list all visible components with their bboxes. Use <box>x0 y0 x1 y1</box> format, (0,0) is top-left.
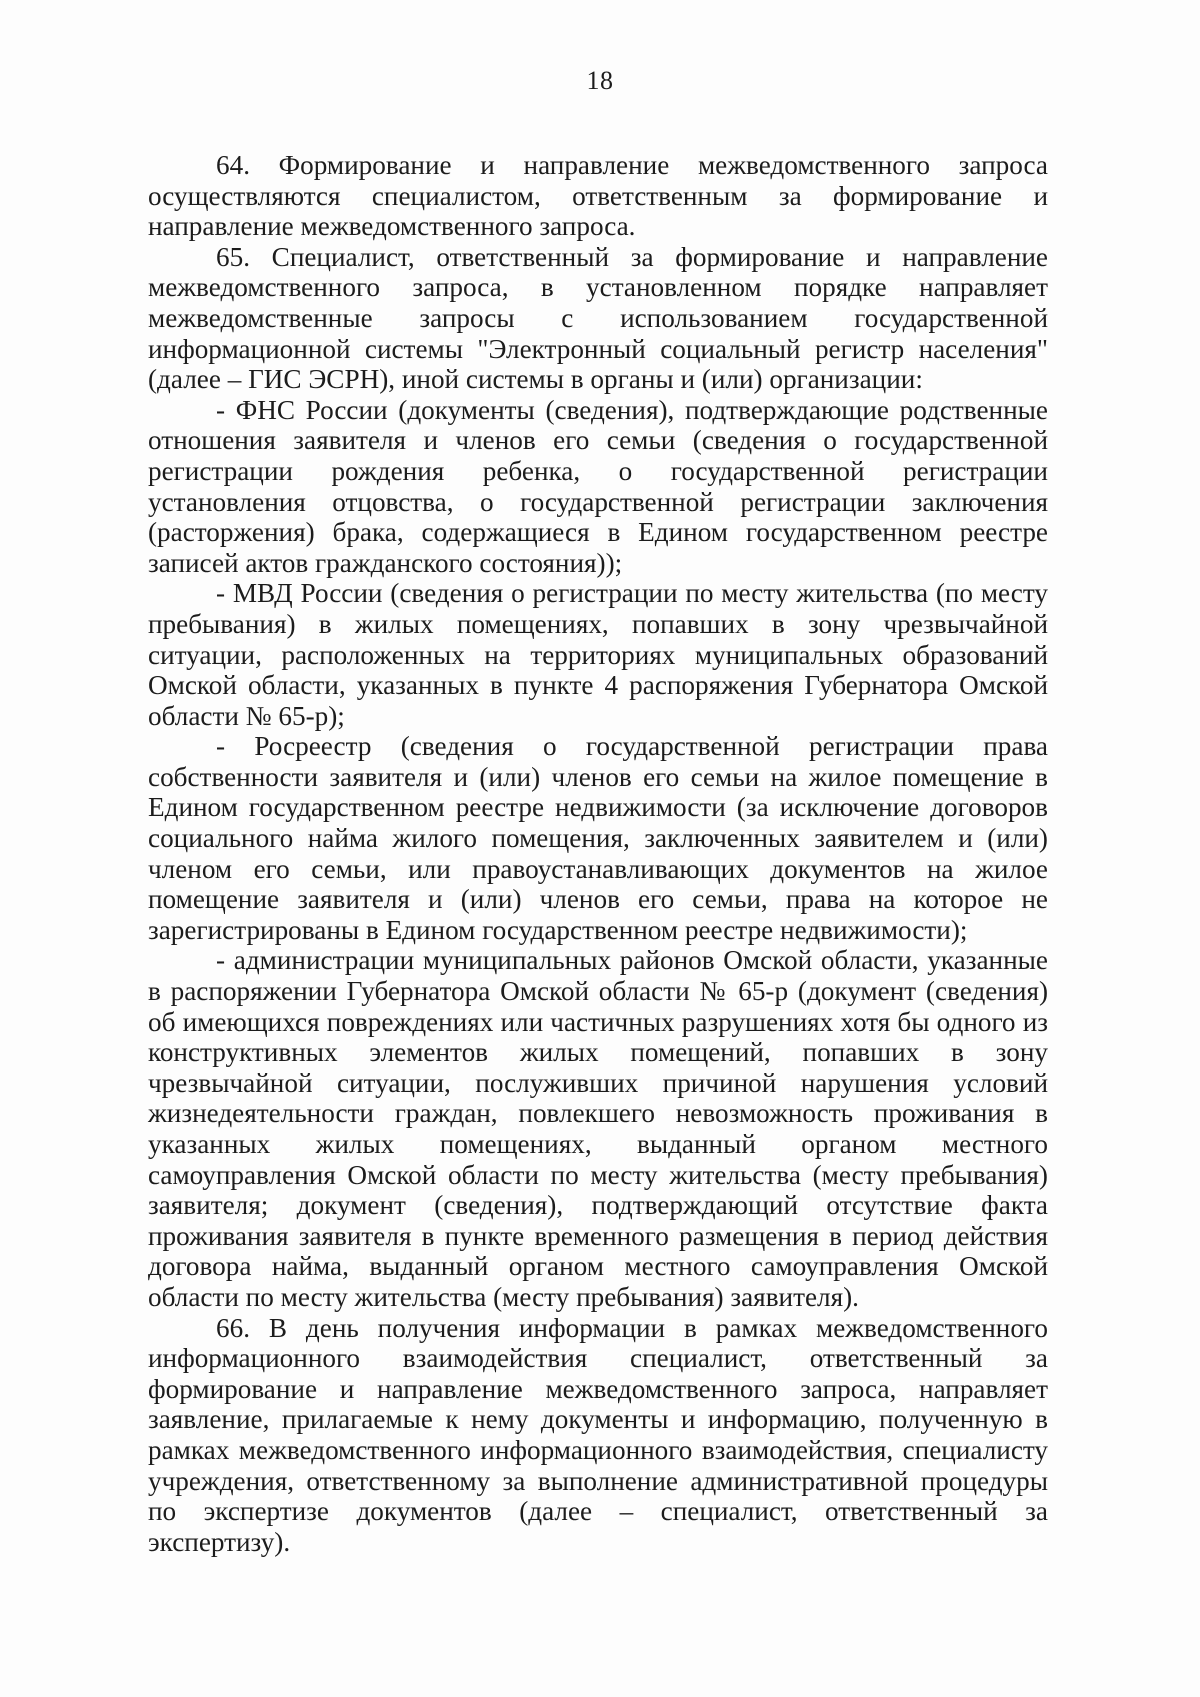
page-number: 18 <box>586 66 614 95</box>
document-body <box>148 150 1048 1557</box>
paragraph-64: 64. Формирование и направление межведомственного запроса осуществляются специалистом, ответственным за формирование и направление межведомственного запроса. <box>148 150 1048 242</box>
list-item-rosreestr: - Росреестр (сведения о государственной регистрации права собственности заявителя и (или) членов его семьи на жилое помещение в Едином государственном реестре недвижимости (за исключение договоров социального найма жилого помещения, заключенных заявителем и (или) членом его семьи, или правоустанавливающих документов на жилое помещение заявителя и (или) членов его семьи, права на которое не зарегистрированы в Едином государственном реестре недвижимости); <box>148 731 1048 945</box>
paragraph-65: 65. Специалист, ответственный за формирование и направление межведомственного запроса, в установленном порядке направляет межведомственные запросы с использованием государственной информационной системы "Электронный социальный регистр населения" (далее – ГИС ЭСРН), иной системы в органы и (или) организации: <box>148 241 1048 395</box>
list-item-fns: - ФНС России (документы (сведения), подтверждающие родственные отношения заявителя и членов его семьи (сведения о государственной регистрации рождения ребенка, о государственной регистрации установления отцовства, о государственной регистрации заключения (расторжения) брака, содержащиеся в Едином государственном реестре записей актов гражданского состояния)); <box>148 394 1048 578</box>
paragraph-66: 66. В день получения информации в рамках межведомственного информационного взаимодействия специалист, ответственный за формирование и направление межведомственного запроса, направляет заявление, прилагаемые к нему документы и информацию, полученную в рамках межведомственного информационного взаимодействия, специалисту учреждения, ответственному за выполнение административной процедуры по экспертизе документов (далее – специалист, ответственный за экспертизу). <box>148 1312 1048 1557</box>
list-item-administrations: - администрации муниципальных районов Омской области, указанные в распоряжении Губернатора Омской области № 65-р (документ (сведения) об имеющихся повреждениях или частичных разрушениях хотя бы одного из конструктивных элементов жилых помещений, попавших в зону чрезвычайной ситуации, послуживших причиной нарушения условий жизнедеятельности граждан, повлекшего невозможность проживания в указанных жилых помещениях, выданный органом местного самоуправления Омской области по месту жительства (месту пребывания) заявителя; документ (сведения), подтверждающий отсутствие факта проживания заявителя в пункте временного размещения в период действия договора найма, выданный органом местного самоуправления Омской области по месту жительства (месту пребывания) заявителя). <box>148 945 1048 1312</box>
list-item-mvd: - МВД России (сведения о регистрации по месту жительства (по месту пребывания) в жилых помещениях, попавших в зону чрезвычайной ситуации, расположенных на территориях муниципальных образований Омской области, указанных в пункте 4 распоряжения Губернатора Омской области № 65-р); <box>148 578 1048 731</box>
